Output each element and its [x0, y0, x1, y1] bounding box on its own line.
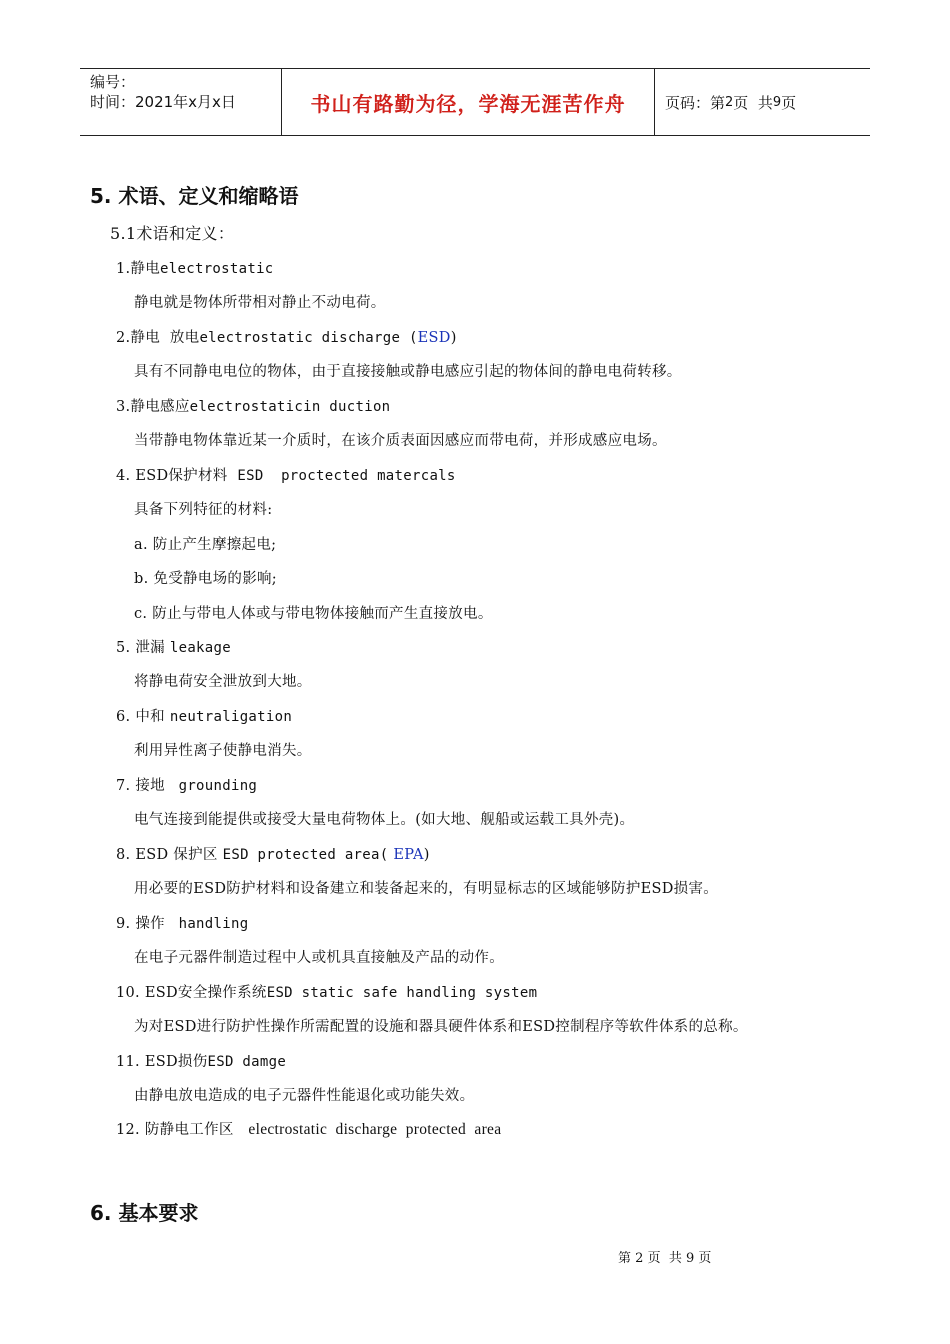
term-9 — [116, 912, 248, 933]
page-label: 页码：第 — [665, 93, 726, 112]
term-3 — [116, 395, 390, 416]
term-11-definition: 由静电放电造成的电子元器件性能退化或功能失效。 — [134, 1088, 475, 1104]
term-4-definition: 具备下列特征的材料: — [134, 502, 273, 518]
page-header — [80, 68, 870, 136]
footer-total: 9 — [685, 1251, 695, 1266]
term-7 — [116, 774, 257, 795]
number-label: 编号： — [90, 73, 136, 91]
term-5-definition: 将静电荷安全泄放到大地。 — [134, 674, 312, 690]
term-english: electrostatic — [160, 261, 274, 277]
term-english: neutraligation — [169, 709, 293, 725]
term-3-definition: 当带静电物体靠近某一介质时，在该介质表面因感应而带电荷，并形成感应电场。 — [134, 433, 667, 449]
term-label: 7. 接地 — [116, 778, 165, 794]
page-footer — [618, 1247, 711, 1266]
term-english: ESD static safe handling system — [266, 985, 538, 1001]
term-english: ESD protected area( — [222, 847, 389, 863]
footer-end: 页 — [698, 1251, 712, 1266]
term-english: electrostaticin duction — [189, 399, 391, 415]
term-12 — [116, 1118, 501, 1139]
term-label: 5. 泄漏 — [116, 640, 165, 656]
term-10-definition: 为对ESD进行防护性操作所需配置的设施和器具硬件体系和ESD控制程序等软件体系的总称。 — [134, 1019, 748, 1035]
term-1-definition: 静电就是物体所带相对静止不动电荷。 — [134, 295, 386, 311]
term-english: electrostatic discharge ( — [199, 330, 418, 346]
term-label: 4. ESD保护材料 — [116, 468, 228, 484]
header-info-cell — [80, 69, 282, 135]
term-english: ESD proctected matercals — [237, 468, 456, 484]
section-6-title: 6. 基本要求 — [90, 1201, 199, 1225]
term-2 — [116, 326, 457, 347]
esd-feature-b: b. 免受静电场的影响; — [134, 571, 277, 587]
term-label: 8. ESD 保护区 — [116, 847, 218, 863]
term-6-definition: 利用异性离子使静电消失。 — [134, 743, 312, 759]
term-11 — [116, 1050, 286, 1071]
page-total: 9 — [772, 94, 782, 110]
term-close-paren: ) — [423, 847, 430, 863]
footer-pre: 第 — [618, 1251, 632, 1266]
term-8-definition: 用必要的ESD防护材料和设备建立和装备起来的，有明显标志的区域能够防护ESD损害。 — [134, 881, 719, 897]
footer-mid: 页 共 — [647, 1251, 682, 1266]
header-page-number — [655, 69, 870, 135]
term-5 — [116, 636, 231, 657]
term-10 — [116, 981, 537, 1002]
term-label: 1.静电 — [116, 261, 161, 277]
term-close-paren: ) — [450, 330, 457, 346]
page-end: 页 — [781, 93, 797, 112]
term-label: 11. ESD损伤 — [116, 1054, 208, 1070]
term-english: handling — [169, 916, 249, 932]
term-english: electrostatic discharge protected area — [248, 1121, 502, 1138]
term-8 — [116, 843, 430, 864]
term-6 — [116, 705, 292, 726]
term-9-definition: 在电子元器件制造过程中人或机具直接触及产品的动作。 — [134, 950, 504, 966]
term-4 — [116, 464, 456, 485]
term-7-definition: 电气连接到能提供或接受大量电荷物体上。(如大地、舰船或运载工具外壳)。 — [134, 812, 635, 828]
term-label: 10. ESD安全操作系统 — [116, 985, 267, 1001]
time-label: 时间：2021年x月x日 — [90, 93, 236, 111]
page-mid: 页 共 — [733, 93, 773, 112]
term-label: 9. 操作 — [116, 916, 165, 932]
term-abbreviation: ESD — [417, 330, 451, 346]
section-5-title: 5. 术语、定义和缩略语 — [90, 184, 299, 208]
header-motto: 书山有路勤为径，学海无涯苦作舟 — [282, 69, 655, 135]
term-english: leakage — [169, 640, 231, 656]
term-label: 2.静电 放电 — [116, 330, 200, 346]
term-english: ESD damge — [207, 1054, 287, 1070]
subsection-5-1-title: 5.1术语和定义： — [110, 224, 235, 243]
page-num: 2 — [725, 94, 734, 110]
term-label: 6. 中和 — [116, 709, 165, 725]
esd-feature-a: a. 防止产生摩擦起电; — [134, 537, 277, 553]
term-label: 12. 防静电工作区 — [116, 1122, 234, 1138]
footer-num: 2 — [635, 1251, 644, 1266]
term-label: 3.静电感应 — [116, 399, 190, 415]
term-english: grounding — [169, 778, 258, 794]
term-abbreviation: EPA — [393, 847, 424, 863]
term-1 — [116, 257, 274, 278]
esd-feature-c: c. 防止与带电人体或与带电物体接触而产生直接放电。 — [134, 606, 493, 622]
term-2-definition: 具有不同静电电位的物体，由于直接接触或静电感应引起的物体间的静电电荷转移。 — [134, 364, 682, 380]
